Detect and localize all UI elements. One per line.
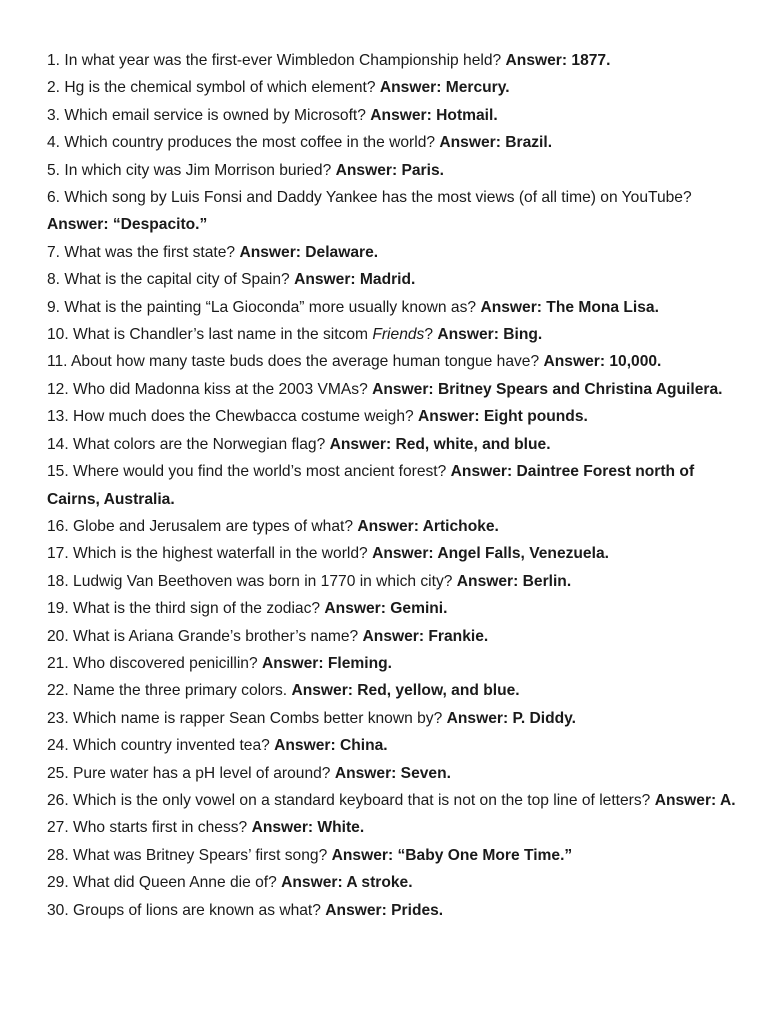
qa-item-26	[47, 787, 737, 814]
question-text: Groups of lions are known as what?	[73, 901, 321, 919]
answer-text: Answer: Prides.	[325, 901, 444, 919]
qa-item-15	[47, 458, 737, 513]
item-number: 19.	[47, 600, 69, 618]
question-text: Which is the highest waterfall in the world?	[73, 545, 368, 563]
item-number: 29.	[47, 874, 69, 892]
qa-item-11	[47, 348, 737, 375]
item-number: 21.	[47, 654, 69, 672]
answer-text: Answer: Brazil.	[439, 134, 553, 152]
answer-text: Answer: Red, yellow, and blue.	[291, 682, 520, 700]
answer-text: Answer: Paris.	[335, 161, 444, 179]
question-text: Who starts first in chess?	[73, 819, 248, 837]
answer-text: Answer: A stroke.	[281, 874, 413, 892]
qa-item-2	[47, 74, 737, 101]
question-italic-title: Friends	[372, 326, 425, 344]
qa-item-24	[47, 732, 737, 759]
item-number: 5.	[47, 161, 61, 179]
item-number: 18.	[47, 572, 69, 590]
question-text-end: ?	[424, 326, 434, 344]
answer-text: Answer: 10,000.	[543, 353, 662, 371]
answer-text: Answer: Seven.	[334, 764, 451, 782]
question-text: How much does the Chewbacca costume weigh?	[73, 408, 414, 426]
item-number: 14.	[47, 435, 69, 453]
answer-text: Answer: A.	[654, 791, 736, 809]
answer-text: Answer: Madrid.	[294, 271, 416, 289]
answer-text: Answer: Hotmail.	[370, 106, 498, 124]
item-number: 20.	[47, 627, 69, 645]
item-number: 24.	[47, 737, 69, 755]
question-text: Which country produces the most coffee in the world?	[64, 134, 436, 152]
question-text: What is the capital city of Spain?	[64, 271, 290, 289]
answer-text: Answer: “Despacito.”	[47, 216, 208, 234]
item-number: 8.	[47, 271, 61, 289]
qa-item-16	[47, 513, 737, 540]
answer-text: Answer: Britney Spears and Christina Aguilera.	[372, 380, 723, 398]
question-text: What was Britney Spears’ first song?	[73, 846, 328, 864]
item-number: 30.	[47, 901, 69, 919]
question-text: Pure water has a pH level of around?	[73, 764, 331, 782]
answer-text: Answer: Delaware.	[239, 243, 379, 261]
item-number: 3.	[47, 106, 61, 124]
answer-text: Answer: Berlin.	[456, 572, 572, 590]
item-number: 26.	[47, 791, 69, 809]
question-text: Hg is the chemical symbol of which element?	[64, 79, 376, 97]
question-text: Which country invented tea?	[73, 737, 270, 755]
qa-item-9	[47, 294, 737, 321]
question-text: In what year was the first-ever Wimbledon Championship held?	[64, 52, 502, 69]
question-text: Which name is rapper Sean Combs better known by?	[73, 709, 443, 727]
qa-item-14	[47, 431, 737, 458]
item-number: 15.	[47, 463, 69, 481]
question-text: Which email service is owned by Microsoft?	[64, 106, 366, 124]
qa-item-20	[47, 623, 737, 650]
item-number: 22.	[47, 682, 69, 700]
answer-text: Answer: Gemini.	[324, 600, 448, 618]
qa-item-25	[47, 760, 737, 787]
question-text: What was the first state?	[64, 243, 236, 261]
qa-item-7	[47, 239, 737, 266]
item-number: 2.	[47, 79, 61, 97]
answer-text: Answer: China.	[274, 737, 388, 755]
answer-text: Answer: Frankie.	[362, 627, 489, 645]
qa-item-13	[47, 403, 737, 430]
answer-text: Answer: Mercury.	[379, 79, 510, 97]
item-number: 17.	[47, 545, 69, 563]
answer-text: Answer: White.	[251, 819, 365, 837]
qa-item-22	[47, 677, 737, 704]
qa-item-8	[47, 266, 737, 293]
answer-text: Answer: 1877.	[505, 52, 611, 69]
qa-item-10	[47, 321, 737, 348]
question-text: Who discovered penicillin?	[73, 654, 258, 672]
question-text: Ludwig Van Beethoven was born in 1770 in which city?	[73, 572, 453, 590]
item-number: 23.	[47, 709, 69, 727]
item-number: 10.	[47, 326, 69, 344]
qa-item-23	[47, 705, 737, 732]
qa-item-29	[47, 869, 737, 896]
qa-item-19	[47, 595, 737, 622]
answer-text: Answer: Angel Falls, Venezuela.	[372, 545, 609, 563]
qa-item-28	[47, 842, 737, 869]
question-text: What is Chandler’s last name in the sitcom	[73, 326, 368, 344]
item-number: 6.	[47, 189, 61, 207]
question-text: About how many taste buds does the average human tongue have?	[71, 353, 540, 371]
qa-item-12	[47, 376, 737, 403]
answer-text: Answer: Daintree Forest north of Cairns, Australia.	[47, 463, 695, 508]
question-text: In which city was Jim Morrison buried?	[64, 161, 332, 179]
question-text: Which song by Luis Fonsi and Daddy Yankee has the most views (of all time) on YouTube?	[64, 189, 692, 207]
answer-text: Answer: P. Diddy.	[446, 709, 577, 727]
item-number: 11.	[47, 353, 68, 371]
question-text: What is the third sign of the zodiac?	[73, 600, 321, 618]
answer-text: Answer: Red, white, and blue.	[329, 435, 551, 453]
qa-item-27	[47, 814, 737, 841]
qa-item-21	[47, 650, 737, 677]
answer-text: Answer: “Baby One More Time.”	[331, 846, 573, 864]
question-text: Who did Madonna kiss at the 2003 VMAs?	[73, 380, 368, 398]
qa-item-18	[47, 568, 737, 595]
qa-item-6	[47, 184, 737, 239]
answer-text: Answer: Eight pounds.	[418, 408, 588, 426]
question-text: What is the painting “La Gioconda” more usually known as?	[64, 298, 477, 316]
answer-text: Answer: Fleming.	[262, 654, 392, 672]
item-number: 12.	[47, 380, 69, 398]
question-text: What colors are the Norwegian flag?	[73, 435, 326, 453]
question-text: Globe and Jerusalem are types of what?	[73, 517, 354, 535]
item-number: 4.	[47, 134, 61, 152]
qa-item-1	[47, 47, 737, 74]
qa-item-5	[47, 157, 737, 184]
item-number: 16.	[47, 517, 69, 535]
answer-text: Answer: The Mona Lisa.	[480, 298, 659, 316]
answer-text: Answer: Artichoke.	[357, 517, 499, 535]
item-number: 28.	[47, 846, 69, 864]
question-text: What did Queen Anne die of?	[73, 874, 277, 892]
question-text: Which is the only vowel on a standard keyboard that is not on the top line of letters?	[73, 791, 651, 809]
question-text: Name the three primary colors.	[73, 682, 288, 700]
qa-item-4	[47, 129, 737, 156]
trivia-document	[47, 47, 737, 924]
item-number: 7.	[47, 243, 61, 261]
item-number: 13.	[47, 408, 69, 426]
qa-item-17	[47, 540, 737, 567]
item-number: 9.	[47, 298, 61, 316]
item-number: 25.	[47, 764, 69, 782]
question-text: Where would you find the world’s most ancient forest?	[73, 463, 447, 481]
item-number: 1.	[47, 52, 61, 69]
qa-item-30	[47, 897, 737, 924]
qa-item-3	[47, 102, 737, 129]
answer-text: Answer: Bing.	[437, 326, 543, 344]
question-text: What is Ariana Grande’s brother’s name?	[73, 627, 359, 645]
item-number: 27.	[47, 819, 69, 837]
